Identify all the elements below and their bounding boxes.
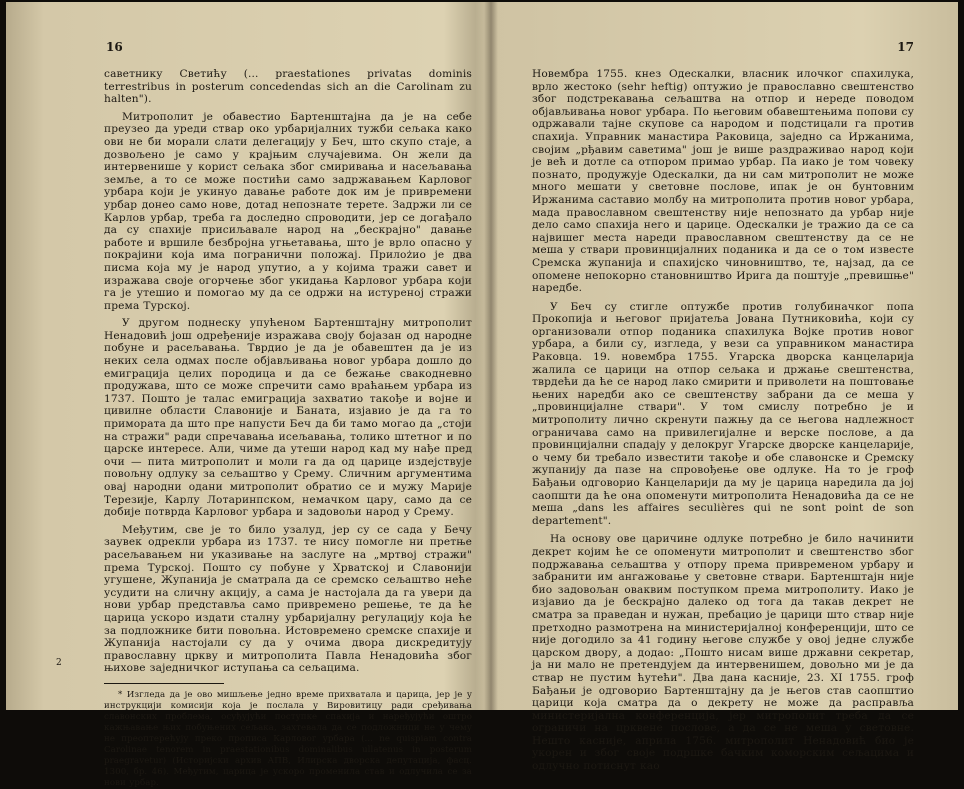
paragraph: Међутим, све је то било узалуд, јер су се сада у Бечу заувек одрекли урбара из 1737. те нису помогле ни претње расељавањем ни указивање на заслуге на „мртвој стражи" према Турској. Пошто су побуне у Хрватској и Славонији угушене, Жупанија је сматрала да се сремско сељаштво неће усудити на сличну акцију, а сама је настојала да га увери да нови урбар представља само привремено решење, те да ће царица ускоро издати сталну урбаријалну регулацију која ће за подложнике бити повољна. Истовремено сремске спахије и Жупанија настојали су да у очима двора дискредитују православну цркву и митрополита Павла Ненадовића због њихове заједничког иступања са сељацима. bbox=[104, 523, 472, 675]
book-spread bbox=[6, 2, 958, 788]
paragraph: Новембра 1755. кнез Одескалки, власник илочког спахилука, врло жестоко (sehr heftig) оптужио је православно свештенство због подстрекавања сељаштва на отпор и нереде поводом објављивања новог урбара. По његовим обавештењима попови су одржавали тајне скупове са народом и подстицали га против спахија. Управник манастира Раковица, заједно са Иржанима, својим „рђавим саветима" још је више раздраживао народ који је већ и дотле са отпором примао урбар. Па иако је том човеку познато, продужује Одескалки, да ни сам митрополит не може много мешати у световне послове, ипак је он бунтовним Иржанима саставио молбу на митрополита против новог урбара, мада православном свештенству није непознато да урбар није дело само спахија него и царице. Одескалки је тражио да се са највишег места нареди православном свештенству да се не меша у ствари провинцијалних поданика и да се о том известе Сремска жупанија и спахијско чиновништво, те, најзад, да се опомене непокорно становништво Ирига да поштује „превишње" наредбе. bbox=[532, 68, 914, 295]
signature-mark: 2 bbox=[56, 658, 62, 668]
paragraph: У Беч су стигле оптужбе против голубиначког попа Прокопија и његовог пријатеља Јована Путниковића, који су организовали отпор поданика спахилука Војке против новог урбара, а били су, изгледа, у вези са управником манастира Раковца. 19. новембра 1755. Угарска дворска канцеларија жалила се царици на отпор сељака и држање свештенства, тврдећи да ће се народ лако смирити и приволети на поштовање њених наредби ако се свештенству забрани да се меша у „провинцијалне ствари". У том смислу потребно је и митрополиту лично скренути пажњу да се његова надлежност ограничава само на привилегијалне и верске послове, а да провинцијални спадају у делокруг Угарске дворске канцеларије, о чему би требало известити такође и обе славонске и Сремску жупанију да пазе на спровођење ове одлуке. На то је гроф Бађањи одговорио Канцеларији да му је царица наредила да јој саопшти да ће она опоменути митрополита Ненадовића да се не меша „dans les affaires seculières qui ne sont point de son departement". bbox=[532, 300, 914, 527]
paragraph: саветнику Светићу (... praestationes privatas dominis terrestribus in posterum concedendas sich an die Carolinam zu halten"). bbox=[104, 68, 472, 106]
paragraph: Митрополит је обавестио Бартенштајна да је на себе преузео да уреди ствар око урбаријалних тужби сељака како ови не би морали слати делегацију у Беч, што скупо стаје, а дозвољено је само у крајњим случајевима. Он жели да интервенише у корист сељака због смиривања и насељавања земље, а то се може постићи само задржавањем Карловог урбара који је укинуо давање работе док им је привремени урбар донео само нове, дотад непознате терете. Задржи ли се Карлов урбар, треба га доследно спроводити, јер се догађало да су спахије присиљавале народ на „бескрајно" давање работе и вршиле безбројна угњетавања, што је врло опасно у покрајини која има погранични положај. Прилożио је два писма која му је народ упутио, а у којима тражи савет и изражава своје огорчење због укидања Карловог урбара који га је утешио и помогао му да се одржи на истуреној стражи према Турској. bbox=[104, 110, 472, 312]
page-number: 17 bbox=[897, 40, 914, 54]
paragraph: У другом поднеску упућеном Бартенштајну митрополит Ненадовић још одређеније изражава своју бојазан од народне побуне и расељавања. Тврдио је да је обавештен да је из неких села одмах после објављивања новог урбара дошло до емиграција целих породица и да се бежање свакодневно продужава, што се може спречити само враћањем урбара из 1737. Пошто је талас емиграција захватио такође и војне и цивилне области Славоније и Баната, изјавио је да га то примората да што пре напусти Беч да би тамо могао да „стоји на стражи" ради спречавања исељавања, толико штетног и по царске интересе. Али, чиме да утеши народ кад му нађе пред очи — пита митрополит и моли га да од царице издејствује повољну одлуку за сељаштво у Срему. Сличним аргументима овај народни одани митрополит обратио се и мужу Марије Терезије, Карлу Лотаринпском, немачком цару, само да се добије потврда Карловог урбара и задовољи народ у Срему. bbox=[104, 317, 472, 519]
left-page bbox=[12, 2, 484, 788]
right-page-body bbox=[532, 68, 914, 778]
book-gutter bbox=[484, 2, 498, 710]
page-number: 16 bbox=[106, 40, 123, 54]
footnote-rule bbox=[104, 683, 224, 684]
paragraph: На основу ове царичине одлуке потребно је било начинити декрет којим ће се опоменути митрополит и свештенство због подржавања сељаштва у отпору према привременом урбару и забранити им ангажовање у световне ствари. Бартенштајн није био задовољан оваквим поступком према митрополиту. Иако је изјавио да је бескрајно далеко од тога да такав декрет не сматра за праведан и нужан, пребацио је царици што ствар није претходно размотрена на министеријалној конференцији, што се није догодило за 41 годину његове службе у овој једне службе царском двору, а додао: „Пошто нисам више државни секретар, ја ни мало не претендујем да интервенишем, довољно ми је да ствар не пустим ћутећи". Два дана касније, 23. XI 1755. гроф Бађањи је одговорио Бартенштајну да је његов став саопштио царици која сматра да о декрету не може да расправља министеријална конференција, јер митрополит треба да се ограничи на црквене послове, а да се не меша у световне. Нешто касније, априла 1756. митрополит Ненадовић био је укорен и због своје подршке бачким коморским сељацима и одлучно потиснут као bbox=[532, 533, 914, 773]
right-page bbox=[498, 2, 958, 773]
footnote bbox=[104, 690, 472, 789]
left-page-body bbox=[104, 68, 472, 789]
footnote-text: * Изгледа да је ово мишљење једно време прихватала и царица, јер је у инструкцији комисији која је послала у Вировитицу ради сређивања славонских проблема, осуђујући поступке спахија и наређујући оштро кажњавање њих побуњених сељака, захтевала да се подложници не у чему не преоптерећују преко прописа Карловог урбара (... ne quispiam contra Carolinae tenorem in praestationibus dominalibus ullatenus in posterum praegravetur) (Историјски архив АПВ, Илирска дворска депутација, фасц. 1300, бр. 46). Међутим, царица је ускоро променила став и одлучила се за нови урбар. bbox=[104, 689, 472, 788]
